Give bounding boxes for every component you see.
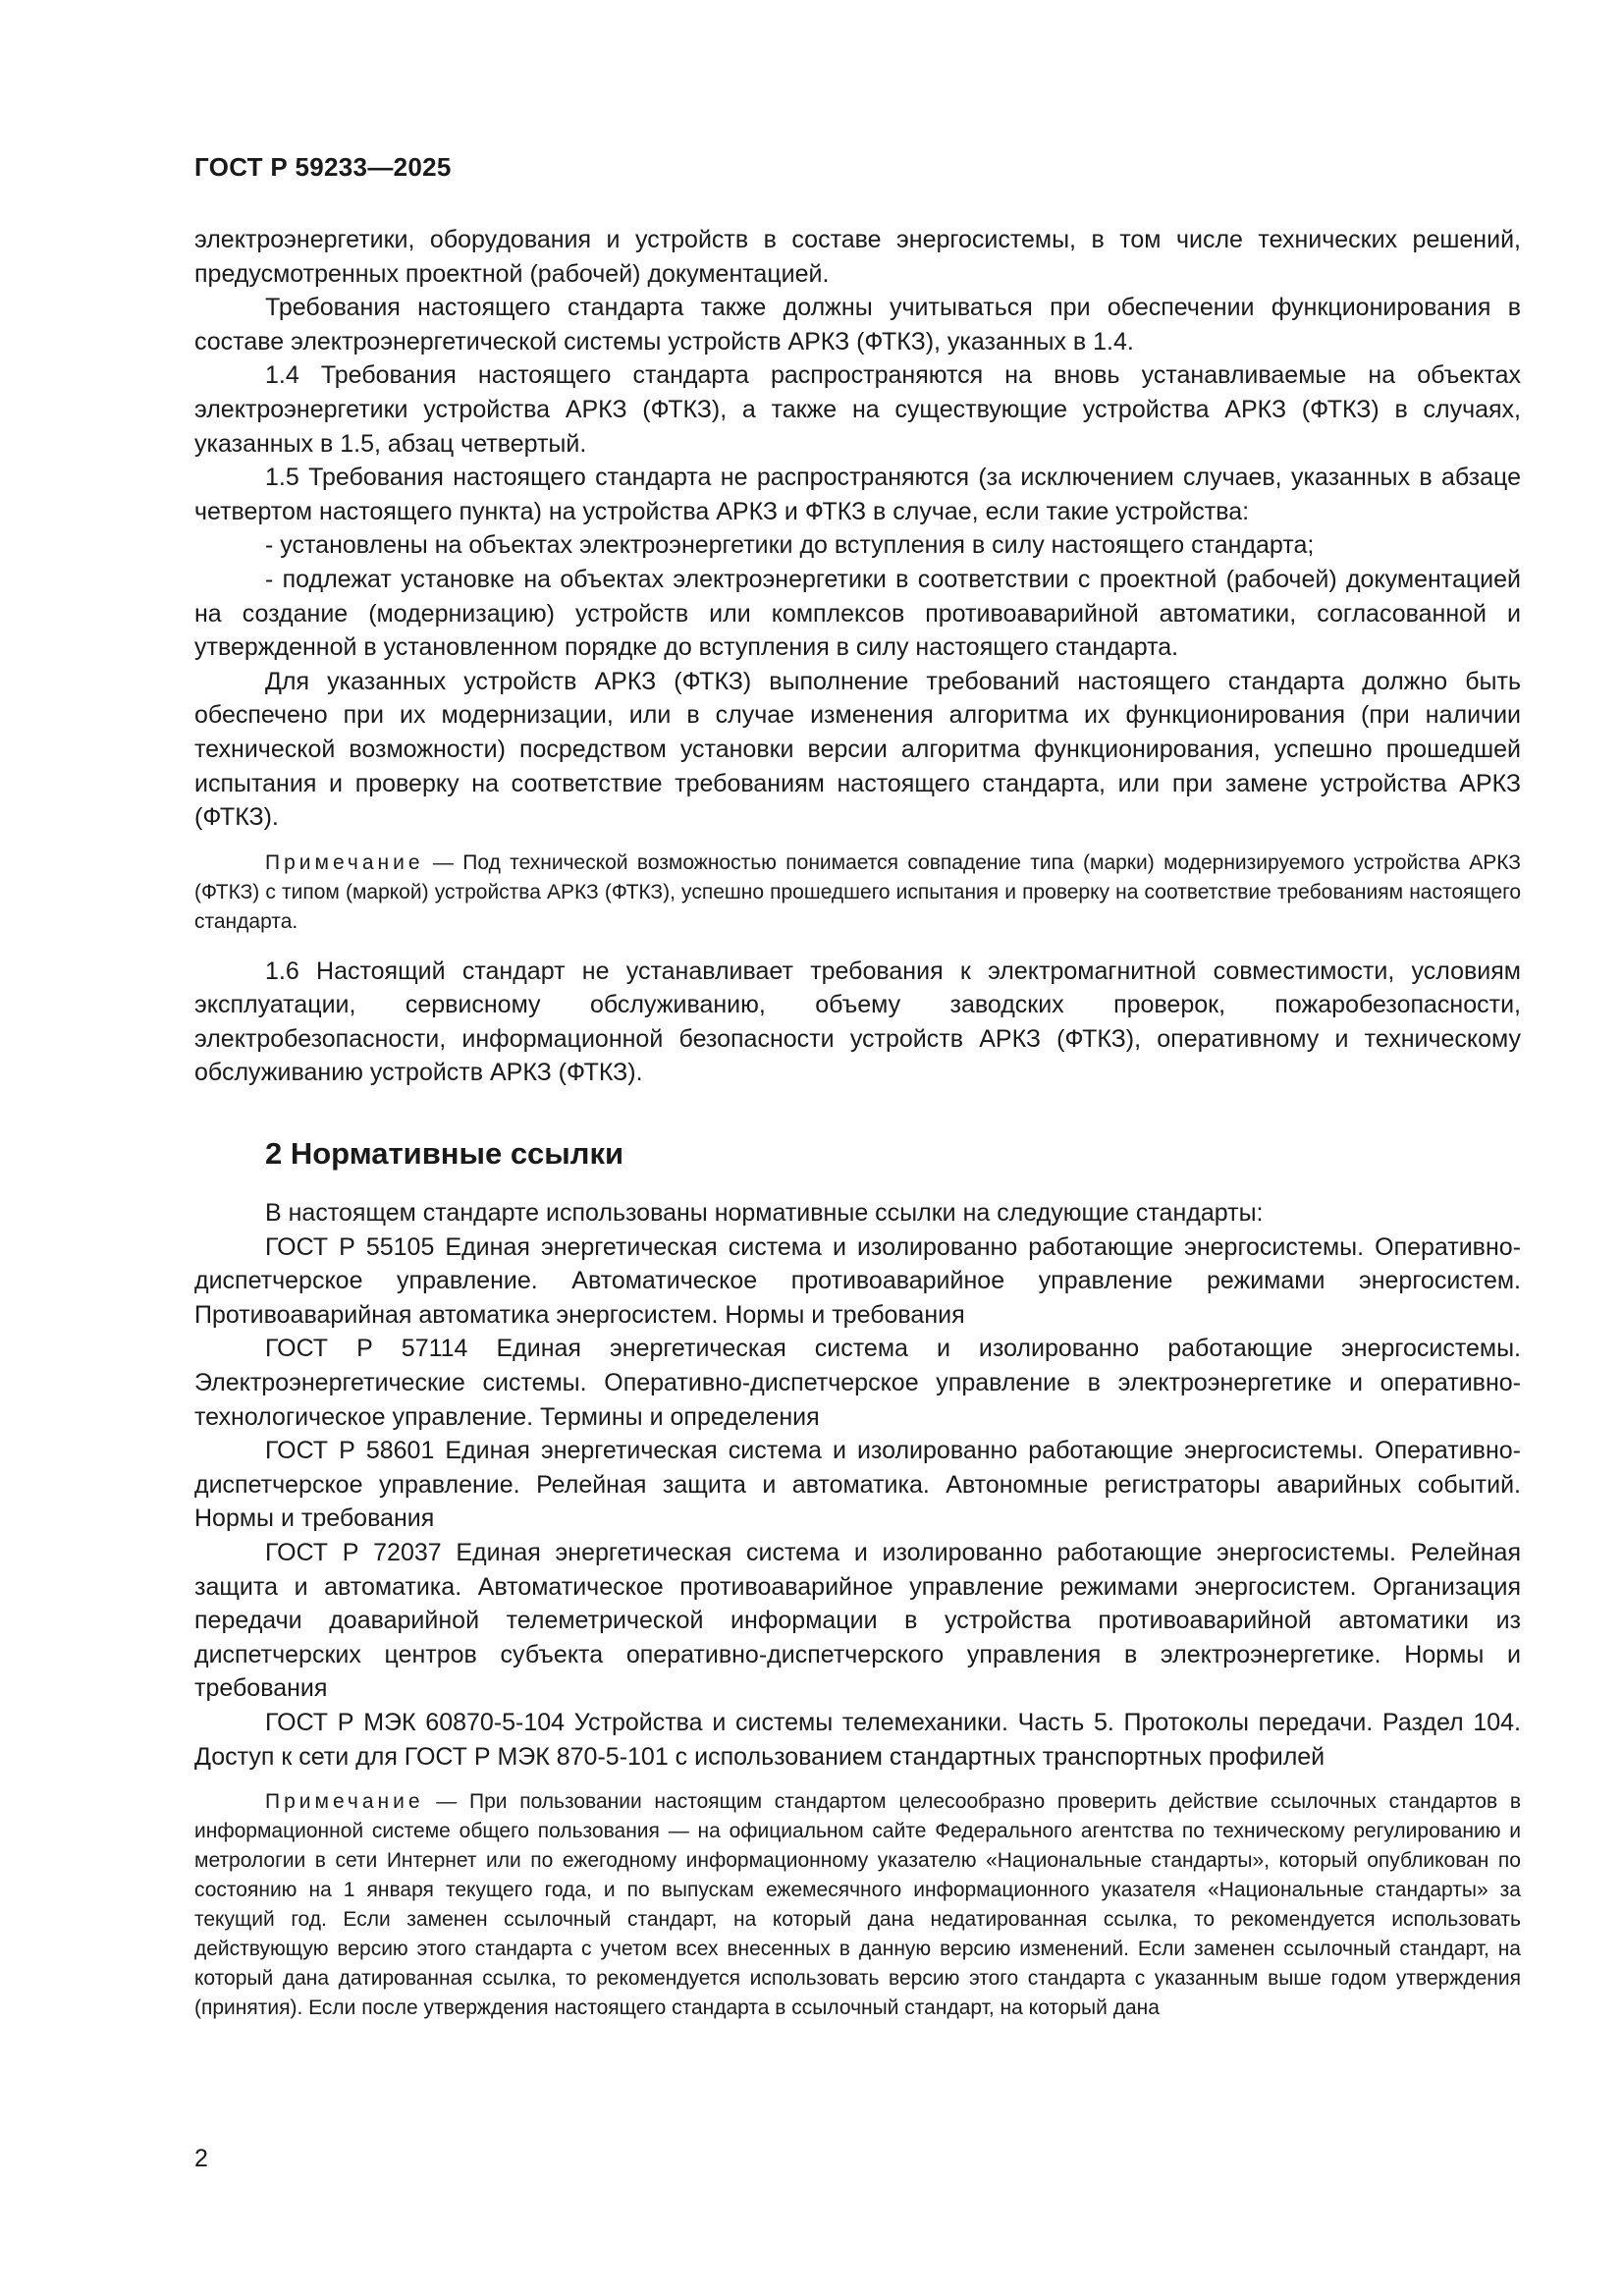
note-block: [194, 848, 1521, 937]
note-text: — Под технической возможностью понимается совпадение типа (марки) модернизируемого устройства АРКЗ (ФТКЗ) с типом (маркой) устройства АРКЗ (ФТКЗ), успешно прошедшего испытания и проверку на соответствие требованиям настоящего стандарта.: [194, 850, 1521, 933]
paragraph: Требования настоящего стандарта также должны учитываться при обеспечении функционирования в составе электроэнергетической системы устройств АРКЗ (ФТКЗ), указанных в 1.4.: [194, 294, 1521, 355]
reference-item: ГОСТ Р 58601 Единая энергетическая система и изолированно работающие энергосистемы. Оперативно-диспетчерское управление. Релейная защита и автоматика. Автономные регистраторы аварийных событий. Нормы и требования: [194, 1437, 1521, 1533]
clause-1-5: 1.5 Требования настоящего стандарта не распространяются (за исключением случаев, указанных в абзаце четвертом настоящего пункта) на устройства АРКЗ и ФТКЗ в случае, если такие устройства:: [194, 464, 1521, 525]
clause-1-4: 1.4 Требования настоящего стандарта распространяются на вновь устанавливаемые на объектах электроэнергетики устройства АРКЗ (ФТКЗ), а также на существующие устройства АРКЗ (ФТКЗ) в случаях, указанных в 1.5, абзац четвертый.: [194, 361, 1521, 458]
reference-item: ГОСТ Р 72037 Единая энергетическая система и изолированно работающие энергосистемы. Релейная защита и автоматика. Автоматическое противоаварийное управление режимами энергосистем. Организация передачи доаварийной телеметрической информации в устройства противоаварийной автоматики из диспетчерских центров субъекта оперативно-диспетчерского управления в электроэнергетике. Нормы и требования: [194, 1539, 1521, 1703]
clause-1-6: 1.6 Настоящий стандарт не устанавливает требования к электромагнитной совместимости, условиям эксплуатации, сервисному обслуживанию, объему заводских проверок, пожаробезопасности, электробезопасности, информационной безопасности устройств АРКЗ (ФТКЗ), оперативному и техническому обслуживанию устройств АРКЗ (ФТКЗ).: [194, 957, 1521, 1087]
paragraph: Для указанных устройств АРКЗ (ФТКЗ) выполнение требований настоящего стандарта должно быть обеспечено при их модернизации, или в случае изменения алгоритма их функционирования (при наличии технической возможности) посредством установки версии алгоритма функционирования, успешно прошедшей испытания и проверку на соответствие требованиям настоящего стандарта, или при замене устройства АРКЗ (ФТКЗ).: [194, 667, 1521, 832]
note-block: [194, 1787, 1521, 2023]
paragraph-continuation: электроэнергетики, оборудования и устройств в составе энергосистемы, в том числе технических решений, предусмотренных проектной (рабочей) документацией.: [194, 226, 1521, 288]
note-text: — При пользовании настоящим стандартом целесообразно проверить действие ссылочных стандартов в информационной системе общего пользования — на официальном сайте Федерального агентства по техническому регулированию и метрологии в сети Интернет или по ежегодному информационному указателю «Национальные стандарты», который опубликован по состоянию на 1 января текущего года, и по выпускам ежемесячного информационного указателя «Национальные стандарты» за текущий год. Если заменен ссылочный стандарт, на который дана недатированная ссылка, то рекомендуется использовать действующую версию этого стандарта с учетом всех внесенных в данную версию изменений. Если заменен ссылочный стандарт, на который дана датированная ссылка, то рекомендуется использовать версию этого стандарта с указанным выше годом утверждения (принятия). Если после утверждения настоящего стандарта в ссылочный стандарт, на который дана: [194, 1790, 1521, 2020]
page-number: 2: [194, 2145, 208, 2172]
note-label: Примечание: [265, 1790, 424, 1814]
section-heading: 2 Нормативные ссылки: [265, 1136, 624, 1172]
document-body: [194, 223, 1521, 2041]
note-label: Примечание: [265, 850, 424, 874]
document-header-id: ГОСТ Р 59233—2025: [194, 152, 452, 182]
list-item: - установлены на объектах электроэнергетики до вступления в силу настоящего стандарта;: [265, 531, 1315, 560]
reference-item: ГОСТ Р МЭК 60870-5-104 Устройства и системы телемеханики. Часть 5. Протоколы передачи. Раздел 104. Доступ к сети для ГОСТ Р МЭК 870-5-101 с использованием стандартных транспортных профилей: [194, 1708, 1521, 1771]
reference-item: ГОСТ Р 55105 Единая энергетическая система и изолированно работающие энергосистемы. Оперативно-диспетчерское управление. Автоматическое противоаварийное управление режимами энергосистем. Противоаварийная автоматика энергосистем. Нормы и требования: [194, 1232, 1521, 1329]
references-intro: В настоящем стандарте использованы нормативные ссылки на следующие стандарты:: [265, 1199, 1264, 1228]
reference-item: ГОСТ Р 57114 Единая энергетическая система и изолированно работающие энергосистемы. Электроэнергетические системы. Оперативно-диспетчерское управление в электроэнергетике и оперативно-технологическое управление. Термины и определения: [194, 1335, 1521, 1431]
list-item: - подлежат установке на объектах электроэнергетики в соответствии с проектной (рабочей) документацией на создание (модернизацию) устройств или комплексов противоаварийной автоматики, согласованной и утвержденной в установленном порядке до вступления в силу настоящего стандарта.: [194, 565, 1521, 662]
